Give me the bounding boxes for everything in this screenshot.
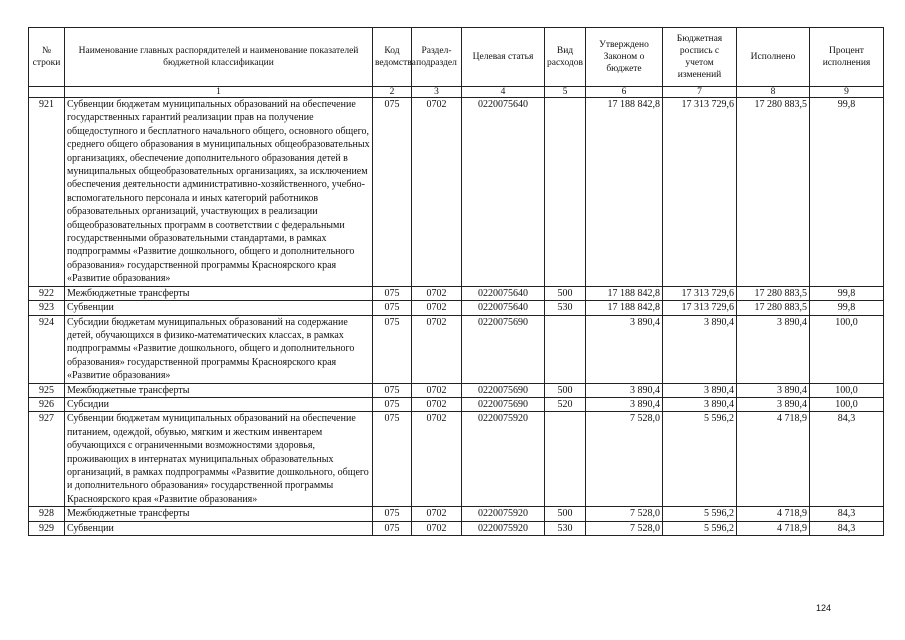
table-row xyxy=(29,383,884,397)
indicator-name-cell: Субвенции xyxy=(65,301,373,315)
column-number xyxy=(29,87,65,98)
percent-cell: 100,0 xyxy=(810,397,884,411)
column-number: 5 xyxy=(545,87,586,98)
row-number-cell: 928 xyxy=(29,507,65,521)
indicator-name-cell: Межбюджетные трансферты xyxy=(65,507,373,521)
percent-cell: 99,8 xyxy=(810,286,884,300)
percent-cell: 99,8 xyxy=(810,98,884,287)
approved-amount-cell: 7 528,0 xyxy=(586,507,663,521)
revised-amount-cell: 5 596,2 xyxy=(663,507,737,521)
column-number: 4 xyxy=(462,87,545,98)
table-row xyxy=(29,412,884,507)
percent-cell: 84,3 xyxy=(810,521,884,535)
expense-type-cell: 530 xyxy=(545,521,586,535)
target-item-cell: 0220075690 xyxy=(462,397,545,411)
target-item-cell: 0220075640 xyxy=(462,301,545,315)
table-body xyxy=(29,98,884,536)
expense-type-cell: 520 xyxy=(545,397,586,411)
row-number-cell: 926 xyxy=(29,397,65,411)
executed-amount-cell: 17 280 883,5 xyxy=(737,286,810,300)
page-number: 124 xyxy=(816,603,832,613)
dept-code-cell: 075 xyxy=(373,315,412,383)
target-item-cell: 0220075640 xyxy=(462,286,545,300)
section-cell: 0702 xyxy=(412,301,462,315)
approved-amount-cell: 7 528,0 xyxy=(586,521,663,535)
executed-amount-cell: 3 890,4 xyxy=(737,315,810,383)
revised-amount-cell: 3 890,4 xyxy=(663,383,737,397)
approved-amount-cell: 17 188 842,8 xyxy=(586,98,663,287)
dept-code-cell: 075 xyxy=(373,383,412,397)
percent-cell: 100,0 xyxy=(810,383,884,397)
target-item-cell: 0220075920 xyxy=(462,521,545,535)
dept-code-cell: 075 xyxy=(373,507,412,521)
percent-cell: 84,3 xyxy=(810,507,884,521)
dept-code-cell: 075 xyxy=(373,397,412,411)
header-expense-type: Вид расходов xyxy=(545,28,586,87)
header-percent: Процент исполнения xyxy=(810,28,884,87)
target-item-cell: 0220075640 xyxy=(462,98,545,287)
expense-type-cell: 500 xyxy=(545,383,586,397)
revised-amount-cell: 5 596,2 xyxy=(663,521,737,535)
section-cell: 0702 xyxy=(412,397,462,411)
indicator-name-cell: Субсидии xyxy=(65,397,373,411)
executed-amount-cell: 4 718,9 xyxy=(737,412,810,507)
column-number: 2 xyxy=(373,87,412,98)
approved-amount-cell: 3 890,4 xyxy=(586,315,663,383)
expense-type-cell: 530 xyxy=(545,301,586,315)
percent-cell: 100,0 xyxy=(810,315,884,383)
indicator-name-cell: Субсидии бюджетам муниципальных образований на содержание детей, обучающихся в физико-математических классах, в рамках подпрограммы «Развитие дошкольного, общего и дополнительного образования» государственной программы Красноярского края «Развитие образования» xyxy=(65,315,373,383)
section-cell: 0702 xyxy=(412,412,462,507)
header-revised: Бюджетная роспись с учетом изменений xyxy=(663,28,737,87)
table-row xyxy=(29,397,884,411)
header-section: Раздел-подраздел xyxy=(412,28,462,87)
budget-report-page xyxy=(28,27,884,536)
row-number-cell: 921 xyxy=(29,98,65,287)
row-number-cell: 924 xyxy=(29,315,65,383)
dept-code-cell: 075 xyxy=(373,301,412,315)
indicator-name-cell: Субвенции бюджетам муниципальных образований на обеспечение государственных гарантий реализации прав на получение общедоступного и бесплатного начального общего, основного общего, среднего общего образования в муниципальных общеобразовательных организациях, обеспечение дополнительного образования детей в муниципальных общеобразовательных организациях, за исключением обеспечения деятельности административно-хозяйственного, учебно-вспомогательного персонала и иных категорий работников образовательных организаций, участвующих в реализации общеобразовательных программ в соответствии с федеральными государственными образовательными стандартами, в рамках подпрограммы «Развитие дошкольного, общего и дополнительного образования» государственной программы Красноярского края «Развитие образования» xyxy=(65,98,373,287)
percent-cell: 84,3 xyxy=(810,412,884,507)
section-cell: 0702 xyxy=(412,383,462,397)
column-number: 6 xyxy=(586,87,663,98)
expense-type-cell: 500 xyxy=(545,286,586,300)
column-number: 7 xyxy=(663,87,737,98)
column-number: 1 xyxy=(65,87,373,98)
target-item-cell: 0220075690 xyxy=(462,383,545,397)
indicator-name-cell: Межбюджетные трансферты xyxy=(65,383,373,397)
column-number: 3 xyxy=(412,87,462,98)
row-number-cell: 923 xyxy=(29,301,65,315)
approved-amount-cell: 7 528,0 xyxy=(586,412,663,507)
revised-amount-cell: 17 313 729,6 xyxy=(663,286,737,300)
row-number-cell: 929 xyxy=(29,521,65,535)
column-number: 8 xyxy=(737,87,810,98)
table-row xyxy=(29,315,884,383)
approved-amount-cell: 17 188 842,8 xyxy=(586,301,663,315)
table-row xyxy=(29,301,884,315)
row-number-cell: 925 xyxy=(29,383,65,397)
indicator-name-cell: Субвенции бюджетам муниципальных образований на обеспечение питанием, одеждой, обувью, мягким и жестким инвентарем обучающихся с ограниченными возможностями здоровья, проживающих в интернатах муниципальных образовательных организаций, в рамках подпрограммы «Развитие дошкольного, общего и дополнительного образования» государственной программы Красноярского края «Развитие образования» xyxy=(65,412,373,507)
table-row xyxy=(29,98,884,287)
approved-amount-cell: 3 890,4 xyxy=(586,383,663,397)
approved-amount-cell: 3 890,4 xyxy=(586,397,663,411)
executed-amount-cell: 17 280 883,5 xyxy=(737,98,810,287)
percent-cell: 99,8 xyxy=(810,301,884,315)
dept-code-cell: 075 xyxy=(373,521,412,535)
expense-type-cell xyxy=(545,315,586,383)
dept-code-cell: 075 xyxy=(373,412,412,507)
target-item-cell: 0220075920 xyxy=(462,412,545,507)
header-target-item: Целевая статья xyxy=(462,28,545,87)
header-approved: Утверждено Законом о бюджете xyxy=(586,28,663,87)
row-number-cell: 927 xyxy=(29,412,65,507)
header-row xyxy=(29,28,884,87)
header-dept-code: Код ведомства xyxy=(373,28,412,87)
indicator-name-cell: Межбюджетные трансферты xyxy=(65,286,373,300)
column-number: 9 xyxy=(810,87,884,98)
budget-execution-table xyxy=(28,27,884,536)
revised-amount-cell: 3 890,4 xyxy=(663,315,737,383)
table-row xyxy=(29,507,884,521)
column-number-row xyxy=(29,87,884,98)
revised-amount-cell: 17 313 729,6 xyxy=(663,98,737,287)
expense-type-cell xyxy=(545,98,586,287)
header-name: Наименование главных распорядителей и наименование показателей бюджетной классификации xyxy=(65,28,373,87)
section-cell: 0702 xyxy=(412,98,462,287)
revised-amount-cell: 5 596,2 xyxy=(663,412,737,507)
expense-type-cell xyxy=(545,412,586,507)
section-cell: 0702 xyxy=(412,286,462,300)
approved-amount-cell: 17 188 842,8 xyxy=(586,286,663,300)
table-row xyxy=(29,521,884,535)
executed-amount-cell: 4 718,9 xyxy=(737,507,810,521)
section-cell: 0702 xyxy=(412,315,462,383)
dept-code-cell: 075 xyxy=(373,98,412,287)
header-row-number: № строки xyxy=(29,28,65,87)
executed-amount-cell: 3 890,4 xyxy=(737,383,810,397)
dept-code-cell: 075 xyxy=(373,286,412,300)
indicator-name-cell: Субвенции xyxy=(65,521,373,535)
executed-amount-cell: 3 890,4 xyxy=(737,397,810,411)
executed-amount-cell: 4 718,9 xyxy=(737,521,810,535)
revised-amount-cell: 17 313 729,6 xyxy=(663,301,737,315)
executed-amount-cell: 17 280 883,5 xyxy=(737,301,810,315)
section-cell: 0702 xyxy=(412,521,462,535)
target-item-cell: 0220075920 xyxy=(462,507,545,521)
target-item-cell: 0220075690 xyxy=(462,315,545,383)
header-executed: Исполнено xyxy=(737,28,810,87)
revised-amount-cell: 3 890,4 xyxy=(663,397,737,411)
expense-type-cell: 500 xyxy=(545,507,586,521)
row-number-cell: 922 xyxy=(29,286,65,300)
section-cell: 0702 xyxy=(412,507,462,521)
table-row xyxy=(29,286,884,300)
